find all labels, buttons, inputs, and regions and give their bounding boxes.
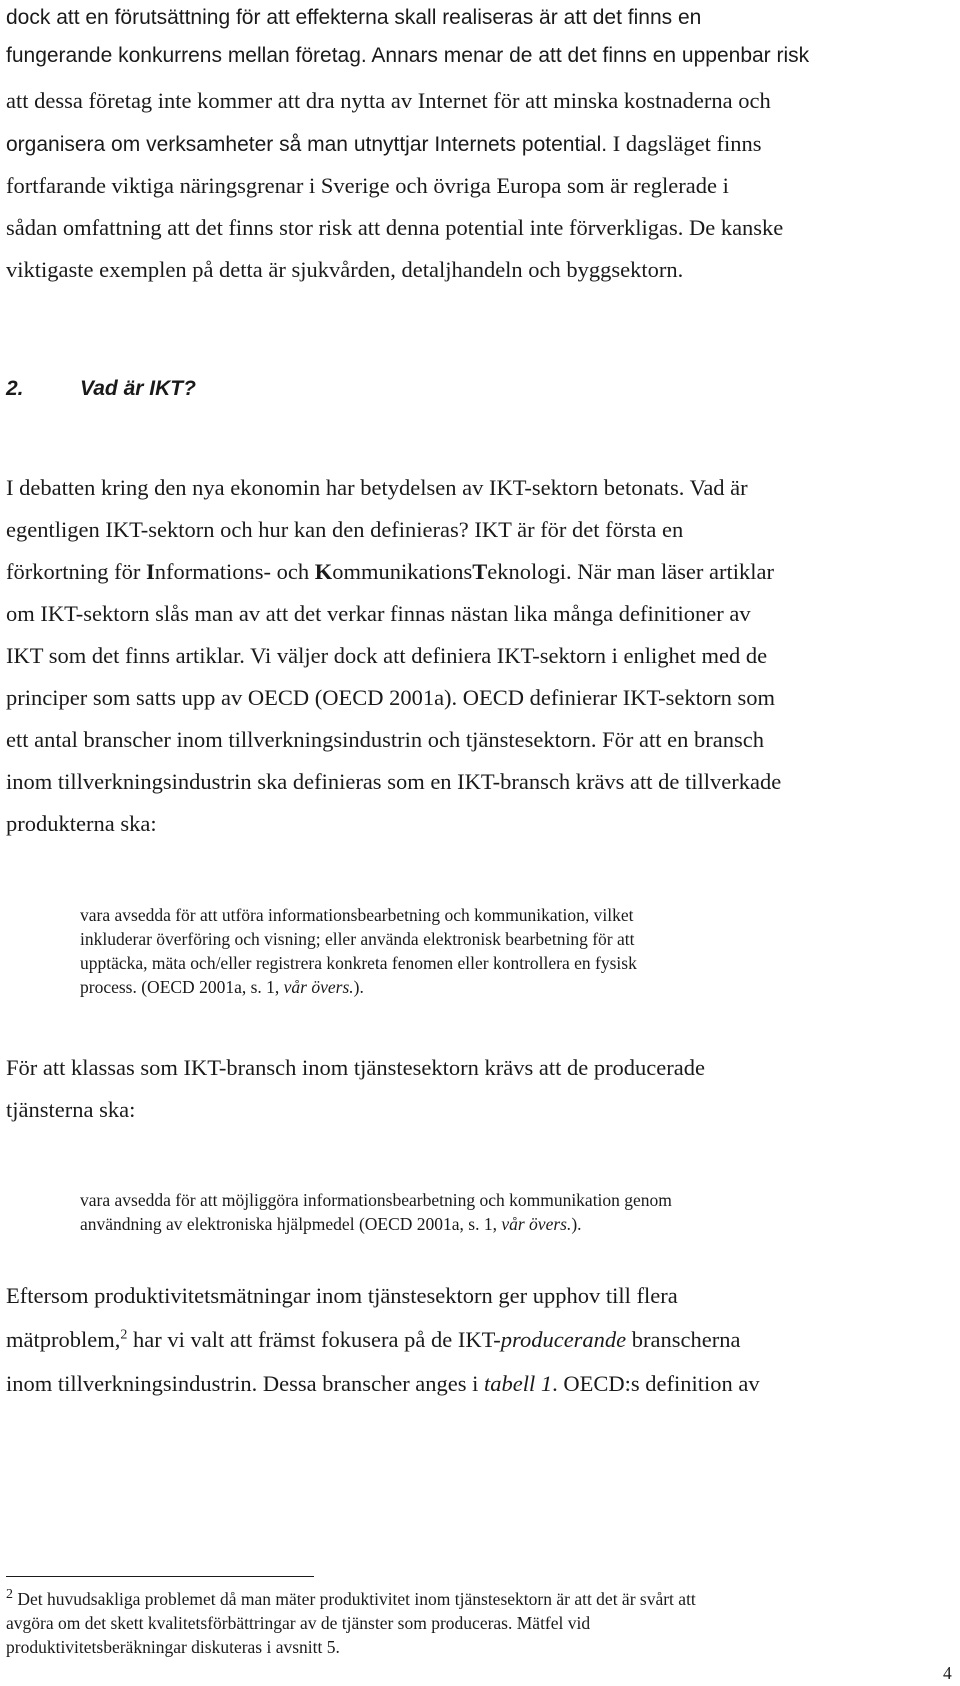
intro-line-2: fungerande konkurrens mellan företag. Annars menar de att det finns en uppenbar risk	[6, 44, 810, 67]
body-line-4: om IKT-sektorn slås man av att det verkar finnas nästan lika många definitioner av	[6, 601, 751, 626]
body-line-3-c: nformations- och	[154, 559, 315, 584]
intro-line-4-text: organisera om verksamheter så man utnyttjar Internets potential.	[6, 133, 608, 156]
intro-line-4-serif: I dagsläget finns	[607, 131, 762, 156]
intro-line-5: fortfarande viktiga näringsgrenar i Sverige och övriga Europa som är reglerade i	[6, 173, 729, 198]
footnote-reference: 2	[120, 1327, 128, 1343]
final-line-2	[6, 1326, 741, 1354]
body-line-3-bold-k: K	[314, 559, 333, 584]
final-line-2-c: branscherna	[626, 1327, 741, 1352]
quote1-line-4	[80, 976, 364, 998]
quote1-line-3: upptäcka, mäta och/eller registrera konkreta fenomen eller kontrollera en fysisk	[80, 953, 637, 973]
final-line-3-b: . OECD:s definition av	[552, 1371, 760, 1396]
quote1-line-2: inkluderar överföring och visning; eller använda elektronisk bearbetning för att	[80, 929, 635, 949]
body-line-8: inom tillverkningsindustrin ska definieras som en IKT-bransch krävs att de tillverkade	[6, 769, 782, 794]
final-line-3-italic: tabell 1	[484, 1371, 553, 1396]
section-number: 2.	[6, 377, 24, 400]
intro-line-6: sådan omfattning att det finns stor risk att denna potential inte förverkligas. De kanske	[6, 215, 784, 240]
footnote-marker: 2	[6, 1587, 13, 1603]
body-line-6: principer som satts upp av OECD (OECD 2001a). OECD definierar IKT-sektorn som	[6, 685, 776, 710]
final-line-3	[6, 1370, 760, 1398]
quote2-line-1: vara avsedda för att möjliggöra informationsbearbetning och kommunikation genom	[80, 1190, 672, 1210]
body-line-3-bold-t: T	[472, 559, 488, 584]
intro-line-4	[6, 130, 761, 159]
service-line-2: tjänsterna ska:	[6, 1097, 136, 1122]
quote1-line-4-b: ).	[353, 977, 364, 997]
page-number: 4	[943, 1663, 952, 1683]
footnote-separator	[6, 1576, 314, 1577]
final-line-3-a: inom tillverkningsindustrin. Dessa branscher anges i	[6, 1371, 485, 1396]
body-line-2: egentligen IKT-sektorn och hur kan den definieras? IKT är för det första en	[6, 517, 684, 542]
intro-line-3: att dessa företag inte kommer att dra nytta av Internet för att minska kostnaderna och	[6, 88, 771, 113]
quote2-line-2-b: ).	[571, 1214, 582, 1234]
body-line-1: I debatten kring den nya ekonomin har betydelsen av IKT-sektorn betonats. Vad är	[6, 475, 748, 500]
quote2-line-2	[80, 1213, 582, 1235]
body-line-3-bold-i: I	[145, 559, 155, 584]
footnote-line-3: produktivitetsberäkningar diskuteras i avsnitt 5.	[6, 1637, 340, 1657]
section-title: Vad är IKT?	[80, 377, 196, 400]
intro-line-1: dock att en förutsättning för att effekterna skall realiseras är att det finns en	[6, 6, 702, 29]
footnote-line-1-text: Det huvudsakliga problemet då man mäter produktivitet inom tjänstesektorn är att det är svårt att	[13, 1589, 696, 1609]
final-line-2-a: mätproblem,	[6, 1327, 121, 1352]
body-line-3-d: ommunikations	[332, 559, 473, 584]
quote1-line-4-italic: vår övers.	[283, 977, 354, 997]
body-line-3-a: förkortning för	[6, 559, 146, 584]
footnote-line-1	[6, 1588, 696, 1610]
service-line-1: För att klassas som IKT-bransch inom tjänstesektorn krävs att de producerade	[6, 1055, 705, 1080]
body-line-3-e: eknologi. När man läser artiklar	[487, 559, 774, 584]
final-line-2-italic: producerande	[500, 1327, 627, 1352]
footnote-line-2: avgöra om det skett kvalitetsförbättringar av de tjänster som produceras. Mätfel vid	[6, 1613, 591, 1633]
body-line-9: produkterna ska:	[6, 811, 157, 836]
quote2-line-2-italic: vår övers.	[501, 1214, 572, 1234]
quote2-line-2-a: användning av elektroniska hjälpmedel (OECD 2001a, s. 1,	[80, 1214, 502, 1234]
body-line-7: ett antal branscher inom tillverkningsindustrin och tjänstesektorn. För att en bransch	[6, 727, 764, 752]
final-line-2-b: har vi valt att främst fokusera på de IKT-	[127, 1327, 501, 1352]
body-line-3	[6, 558, 774, 586]
quote1-line-1: vara avsedda för att utföra informationsbearbetning och kommunikation, vilket	[80, 905, 634, 925]
body-line-5: IKT som det finns artiklar. Vi väljer dock att definiera IKT-sektorn i enlighet med de	[6, 643, 768, 668]
quote1-line-4-a: process. (OECD 2001a, s. 1,	[80, 977, 284, 997]
intro-line-7: viktigaste exemplen på detta är sjukvården, detaljhandeln och byggsektorn.	[6, 257, 684, 282]
final-line-1: Eftersom produktivitetsmätningar inom tjänstesektorn ger upphov till flera	[6, 1283, 678, 1308]
